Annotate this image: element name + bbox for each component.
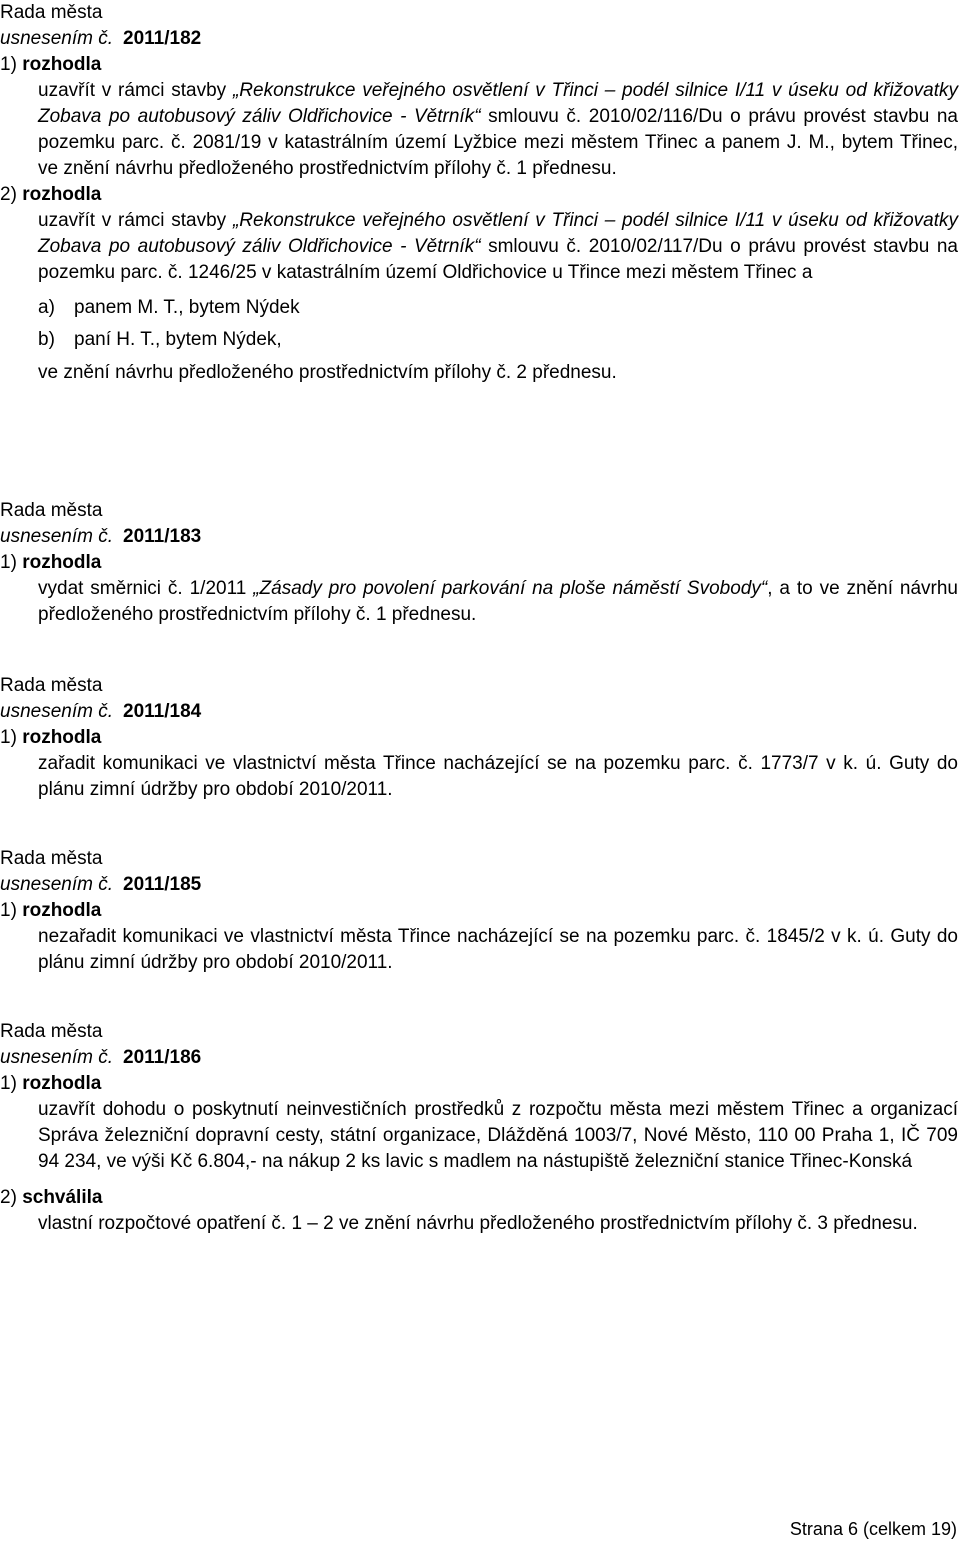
council-label: Rada města (0, 2, 103, 23)
council-label: Rada města (0, 500, 103, 521)
directive-title: „Zásady pro povolení parkování na ploše náměstí Svobody“ (253, 578, 768, 599)
party-letter: b) (38, 329, 55, 350)
item-number: 1) (0, 54, 17, 75)
council-label: Rada města (0, 848, 103, 869)
resolution-label: usnesením č. (0, 701, 113, 722)
item-number: 1) (0, 727, 17, 748)
item-verb: rozhodla (22, 900, 102, 921)
resolution-2011-182 (0, 0, 960, 386)
item-text-part: uzavřít v rámci stavby (38, 210, 233, 231)
resolution-number: 2011/183 (123, 526, 202, 547)
project-name: „Rekonstrukce veřejného osvětlení v Třinci – podél silnice I/11 v úseku od křižovatky Zobava po autobusový záliv Oldřichovice - Větrník“ (38, 210, 959, 257)
party-list (38, 292, 960, 356)
item-number: 2) (0, 184, 17, 205)
resolution-2011-183 (0, 498, 960, 628)
item-heading (0, 1071, 960, 1097)
item-text: nezařadit komunikaci ve vlastnictví města Třince nacházející se na pozemku parc. č. 1845/2 v k. ú. Guty do plánu zimní údržby pro období 2010/2011. (38, 926, 958, 973)
resolution-number: 2011/184 (123, 701, 202, 722)
resolution-header (0, 699, 960, 725)
item-text (38, 576, 958, 628)
project-name: „Rekonstrukce veřejného osvětlení v Třinci – podél silnice I/11 v úseku od křižovatky Zobava po autobusový záliv Oldřichovice - Větrník“ (38, 80, 959, 127)
resolution-header (0, 1045, 960, 1071)
item-text (38, 78, 958, 182)
item-heading (0, 52, 960, 78)
item-heading (0, 725, 960, 751)
item-verb: rozhodla (22, 727, 102, 748)
resolution-2011-186 (0, 1019, 960, 1237)
item-verb: rozhodla (22, 1073, 102, 1094)
item-verb: rozhodla (22, 552, 102, 573)
item-verb: rozhodla (22, 54, 102, 75)
council-label: Rada města (0, 1021, 103, 1042)
item-text (38, 208, 958, 286)
item-heading (0, 1185, 960, 1211)
resolution-header (0, 26, 960, 52)
item-number: 1) (0, 900, 17, 921)
item-text: uzavřít dohodu o poskytnutí neinvestičních prostředků z rozpočtu města mezi městem Třinec a organizací Správa železniční dopravní cesty, státní organizace, Dlážděná 1003/7, Nové Město, 110 00 Praha 1, IČ 709 94 234, ve výši Kč 6.804,- na nákup 2 ks lavic s madlem na nástupiště železniční stanice Třinec-Konská (38, 1099, 958, 1172)
resolution-label: usnesením č. (0, 28, 113, 49)
resolution-number: 2011/185 (123, 874, 202, 895)
party-letter: a) (38, 297, 55, 318)
resolution-label: usnesením č. (0, 526, 113, 547)
item-verb: schválila (22, 1187, 103, 1208)
item-number: 1) (0, 552, 17, 573)
item-heading (0, 182, 960, 208)
item-text-part: smlouvu č. 2010/02/116/Du o právu provést stavbu na pozemku parc. č. 2081/19 v katastrálním území Lyžbice mezi městem Třinec a panem J. M., bytem Třinec, ve znění návrhu předloženého prostřednictvím přílohy č. 1 přednesu. (38, 106, 958, 179)
item-text: vlastní rozpočtové opatření č. 1 – 2 ve znění návrhu předloženého prostřednictvím přílohy č. 3 přednesu. (38, 1213, 918, 1234)
resolution-label: usnesením č. (0, 874, 113, 895)
resolution-label: usnesením č. (0, 1047, 113, 1068)
item-number: 1) (0, 1073, 17, 1094)
party-item (38, 292, 960, 324)
resolution-header (0, 872, 960, 898)
item-text-part: , a to ve znění návrhu předloženého prostřednictvím přílohy č. 1 přednesu. (38, 578, 958, 625)
item-text-part: vydat směrnici č. 1/2011 (38, 578, 254, 599)
item-text-part: smlouvu č. 2010/02/117/Du o právu provést stavbu na pozemku parc. č. 1246/25 v katastrálním území Oldřichovice u Třince mezi městem Třinec a (38, 236, 958, 283)
resolution-2011-185 (0, 846, 960, 976)
resolution-header (0, 524, 960, 550)
party-text: panem M. T., bytem Nýdek (74, 297, 300, 318)
resolution-2011-184 (0, 673, 960, 803)
item-text: zařadit komunikaci ve vlastnictví města Třince nacházející se na pozemku parc. č. 1773/7 v k. ú. Guty do plánu zimní údržby pro období 2010/2011. (38, 753, 958, 800)
page-number: Strana 6 (celkem 19) (789, 1519, 957, 1539)
item-heading (0, 898, 960, 924)
item-number: 2) (0, 1187, 17, 1208)
party-item (38, 324, 960, 356)
item-heading (0, 550, 960, 576)
party-text: paní H. T., bytem Nýdek, (74, 329, 282, 350)
resolution-number: 2011/186 (123, 1047, 202, 1068)
item-verb: rozhodla (22, 184, 102, 205)
council-label: Rada města (0, 675, 103, 696)
resolution-number: 2011/182 (123, 28, 202, 49)
item-text-tail: ve znění návrhu předloženého prostřednictvím přílohy č. 2 přednesu. (38, 362, 617, 383)
item-text-part: uzavřít v rámci stavby (38, 80, 233, 101)
